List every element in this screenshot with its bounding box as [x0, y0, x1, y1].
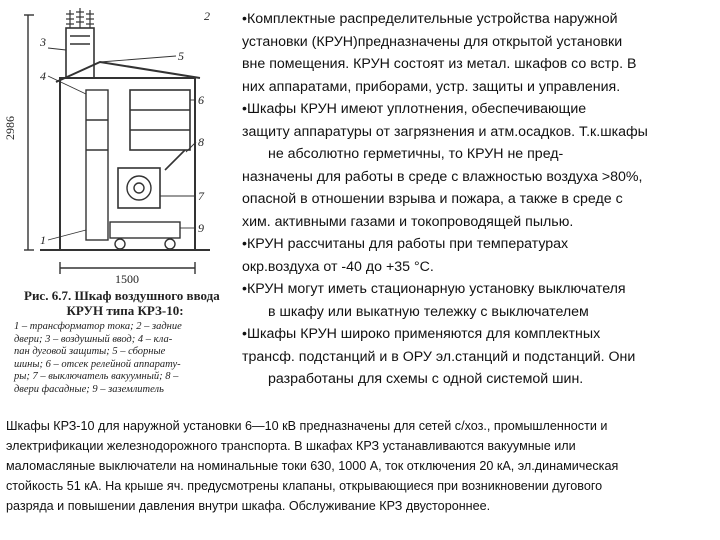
relay-compartment: [130, 90, 190, 150]
bullet-continuation: трансф. подстанций и в ОРУ эл.станций и подстанций. Они: [242, 348, 636, 365]
bullet-item: [242, 233, 712, 256]
bullet-text: Шкафы КРУН имеют уплотнения, обеспечивающие: [246, 101, 587, 117]
bullet-text: КРУН могут иметь стационарную установку выключателя: [246, 281, 626, 297]
part-label-9: 9: [198, 221, 204, 235]
vacuum-breaker: [118, 168, 160, 208]
bullet-marker: •: [242, 101, 247, 117]
part-label-2b: 2: [204, 9, 210, 23]
bullet-item: [242, 98, 712, 121]
bullet-continuation: назначены для работы в среде с влажностью воздуха >80%,: [242, 168, 643, 185]
bullet-marker: •: [242, 236, 247, 252]
part-label-8: 8: [198, 135, 204, 149]
bullet-continuation: хим. активными газами и токопроводящей пылью.: [242, 213, 574, 230]
legend-line: двери фасадные; 9 – заземлитель: [14, 383, 164, 395]
bullet-continuation: установки (КРУН)предназначены для открытой установки: [242, 33, 623, 50]
height-label: 2986: [3, 116, 17, 140]
part-label-2: 4: [40, 69, 46, 83]
legend-line: пан дуговой защиты; 5 – сборные: [14, 346, 166, 357]
busbar-column: [86, 90, 108, 240]
bullet-item: [242, 278, 712, 301]
bullet-continuation: вне помещения. КРУН состоят из метал. шкафов со встр. В: [242, 56, 637, 72]
earthing-switch: [165, 150, 185, 170]
bullet-continuation: не абсолютно герметичны, то КРУН не пред-: [268, 146, 564, 162]
legend-line: 1 – трансформатор тока; 2 – задние: [14, 321, 182, 332]
cabinet-drawing: [0, 0, 238, 290]
bullet-continuation: них аппаратами, приборами, устр. защиты и управления.: [242, 78, 621, 95]
part-label-6: 6: [198, 93, 204, 107]
paragraph-line: электрификации железнодорожного транспорта. В шкафах КРЗ устанавливаются вакуумные или: [6, 439, 576, 453]
bullet-marker: •: [242, 11, 247, 27]
bullet-marker: •: [242, 326, 247, 342]
caption-legend: [14, 321, 236, 396]
bullet-continuation: разработаны для схемы с одной системой шин.: [268, 371, 584, 387]
legend-line: двери; 3 – воздушный ввод; 4 – кла-: [14, 333, 173, 345]
cabinet-body: [60, 78, 195, 250]
legend-line: шины; 6 – отсек релейной аппарату-: [14, 358, 181, 370]
paragraph-line: разряда и повышении давления внутри шкафа. Обслуживание КРЗ двустороннее.: [6, 499, 491, 513]
bullet-marker: •: [242, 281, 247, 297]
bullet-text: КРУН рассчитаны для работы при температурах: [246, 236, 569, 252]
paragraph-line: Шкафы КРЗ-10 для наружной установки 6—10 кВ предназначены для сетей с/хоз., промышленности и: [6, 419, 608, 433]
caption-title-line1: Рис. 6.7. Шкаф воздушного ввода: [24, 288, 220, 303]
bullet-text: Шкафы КРУН широко применяются для комплектных: [246, 326, 601, 342]
part-label-1: 3: [40, 35, 46, 49]
part-label-5: 5: [178, 49, 184, 63]
caption-title-line2: КРУН типа КРЗ-10:: [66, 303, 184, 318]
bottom-paragraph: [6, 416, 714, 516]
part-label-7: 7: [198, 189, 204, 203]
bullet-text: Комплектные распределительные устройства наружной: [246, 11, 618, 27]
part-label-3: 1: [40, 233, 46, 247]
figure-caption: [14, 288, 236, 396]
bullet-continuation: опасной в отношении взрыва и пожара, а также в среде с: [242, 191, 623, 207]
paragraph-line: стойкость 51 кА. На крыше яч. предусмотрены клапаны, открывающиеся при возникновении дугового: [6, 479, 603, 493]
bullet-continuation: окр.воздуха от -40 до +35 °С.: [242, 258, 434, 275]
width-label: 1500: [115, 272, 139, 286]
bullet-continuation: в шкафу или выкатную тележку с выключателем: [268, 303, 589, 320]
bullet-item: [242, 8, 712, 31]
bullet-item: [242, 323, 712, 346]
legend-line: ры; 7 – выключатель вакуумный; 8 –: [14, 371, 179, 382]
bullet-continuation: защиту аппаратуры от загрязнения и атм.осадков. Т.к.шкафы: [242, 123, 648, 140]
breaker-trolley: [110, 222, 180, 238]
paragraph-line: маломасляные выключатели на номинальные токи 630, 1000 А, ток отключения 20 кА, эл.динамическая: [6, 459, 619, 473]
bullet-list: [242, 8, 712, 391]
